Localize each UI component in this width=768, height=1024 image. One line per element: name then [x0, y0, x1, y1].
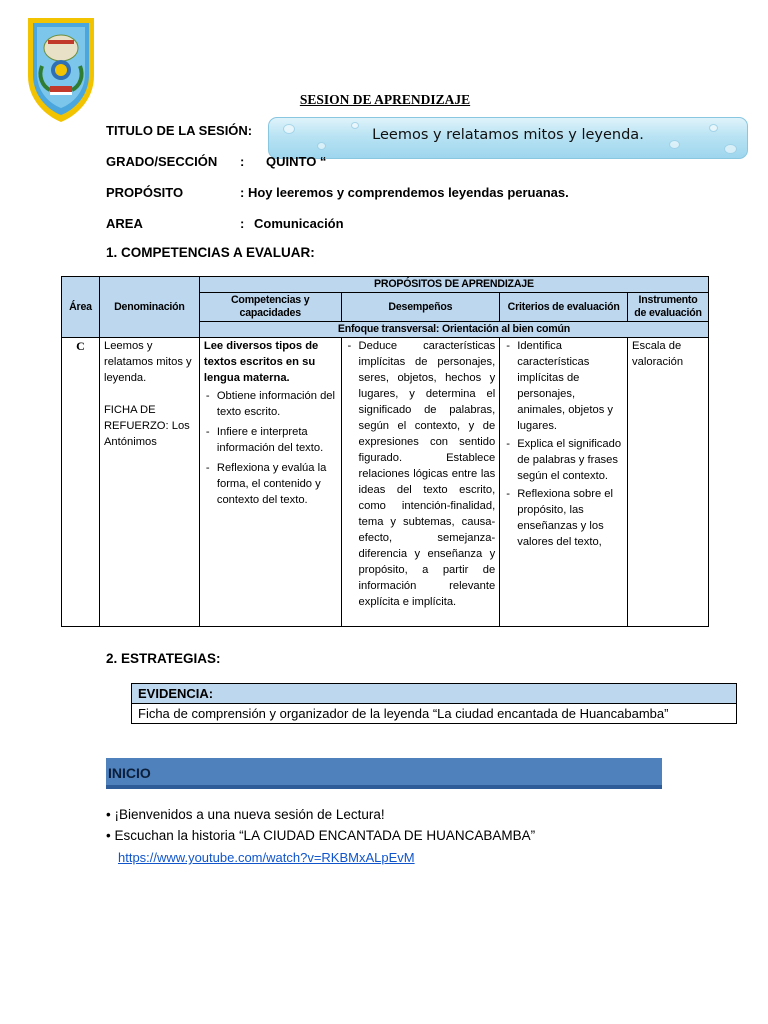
- enfoque-transversal: Enfoque transversal: Orientación al bien común: [199, 322, 708, 338]
- bullet-icon: •: [106, 807, 111, 822]
- capacidad-item: - Infiere e interpreta información del texto.: [204, 424, 337, 456]
- bullet-icon: •: [106, 828, 111, 843]
- school-emblem-logo: [24, 14, 98, 124]
- competencia-title: Lee diversos tipos de textos escritos en su lengua materna.: [203, 340, 319, 384]
- criterios-cell: [500, 338, 628, 627]
- inicio-heading: INICIO: [108, 765, 151, 781]
- list-item: [106, 807, 385, 822]
- col-competencias-header: Competencias y capacidades: [199, 293, 341, 322]
- capacidad-item: - Obtiene información del texto escrito.: [204, 388, 337, 420]
- section2-heading: 2. ESTRATEGIAS:: [106, 651, 221, 666]
- area-cell: C: [62, 338, 100, 627]
- evidencia-table: [131, 683, 737, 724]
- desempenos-cell: [341, 338, 500, 627]
- titulo-value: Leemos y relatamos mitos y leyenda.: [372, 127, 644, 143]
- area-separator: :: [240, 216, 245, 231]
- criterio-item: - Identifica características implícitas de personajes, animales, objetos y lugares.: [504, 338, 623, 434]
- grado-value: QUINTO “: [266, 154, 327, 169]
- evidencia-text: Ficha de comprensión y organizador de la leyenda “La ciudad encantada de Huancabamba”: [132, 704, 737, 724]
- col-desempenos-header: Desempeños: [341, 293, 500, 322]
- ficha-refuerzo-text: FICHA DE REFUERZO: Los Antónimos: [103, 404, 190, 448]
- col-area-header: Área: [62, 277, 100, 338]
- table-row: [62, 338, 709, 627]
- competencias-table: [61, 276, 709, 627]
- propositos-group-header: PROPÓSITOS DE APRENDIZAJE: [199, 277, 708, 293]
- grado-label: GRADO/SECCIÓN: [106, 154, 218, 169]
- bullet-text: ¡Bienvenidos a una nueva sesión de Lectura!: [114, 807, 385, 822]
- criterio-item: - Reflexiona sobre el propósito, las enseñanzas y los valores del texto,: [504, 486, 623, 550]
- criterio-item: - Explica el significado de palabras y frases según el contexto.: [504, 436, 623, 484]
- desempeno-text: - Deduce características implícitas de personajes, seres, objetos, hechos y lugares, y determina el significado de palabras, según el contexto, y de expresiones con sentido figurado. Establece relaciones lógicas entre las ideas del texto escrito, como intención-finalidad, tema y subtemas, causa-efecto, semejanza-diferencia y enseñanza y propósito, a partir de información relevante explícita e implícita.: [346, 338, 496, 610]
- area-value: Comunicación: [254, 216, 344, 231]
- capacidad-item: - Reflexiona y evalúa la forma, el contenido y contexto del texto.: [204, 460, 337, 508]
- grado-separator: :: [240, 154, 245, 169]
- proposito-value: : Hoy leeremos y comprendemos leyendas peruanas.: [240, 185, 569, 200]
- bullet-text: Escuchan la historia “LA CIUDAD ENCANTADA DE HUANCABAMBA”: [114, 828, 536, 843]
- list-item: [106, 828, 535, 843]
- section1-heading: 1. COMPETENCIAS A EVALUAR:: [106, 245, 315, 260]
- titulo-label: TITULO DE LA SESIÓN:: [106, 123, 253, 138]
- col-criterios-header: Criterios de evaluación: [500, 293, 628, 322]
- youtube-link[interactable]: https://www.youtube.com/watch?v=RKBMxALpEvM: [118, 850, 415, 865]
- competencias-cell: [199, 338, 341, 627]
- denominacion-cell: [99, 338, 199, 627]
- document-title: SESION DE APRENDIZAJE: [299, 92, 471, 107]
- proposito-label: PROPÓSITO: [106, 185, 184, 200]
- col-instrumento-header: Instrumento de evaluación: [628, 293, 709, 322]
- col-denominacion-header: Denominación: [99, 277, 199, 338]
- denominacion-text: Leemos y relatamos mitos y leyenda.: [103, 340, 192, 384]
- instrumento-cell: Escala de valoración: [628, 338, 709, 627]
- evidencia-label: EVIDENCIA:: [132, 684, 737, 704]
- inicio-section-bar: [106, 758, 662, 789]
- titulo-banner: [268, 117, 748, 159]
- area-label: AREA: [106, 216, 143, 231]
